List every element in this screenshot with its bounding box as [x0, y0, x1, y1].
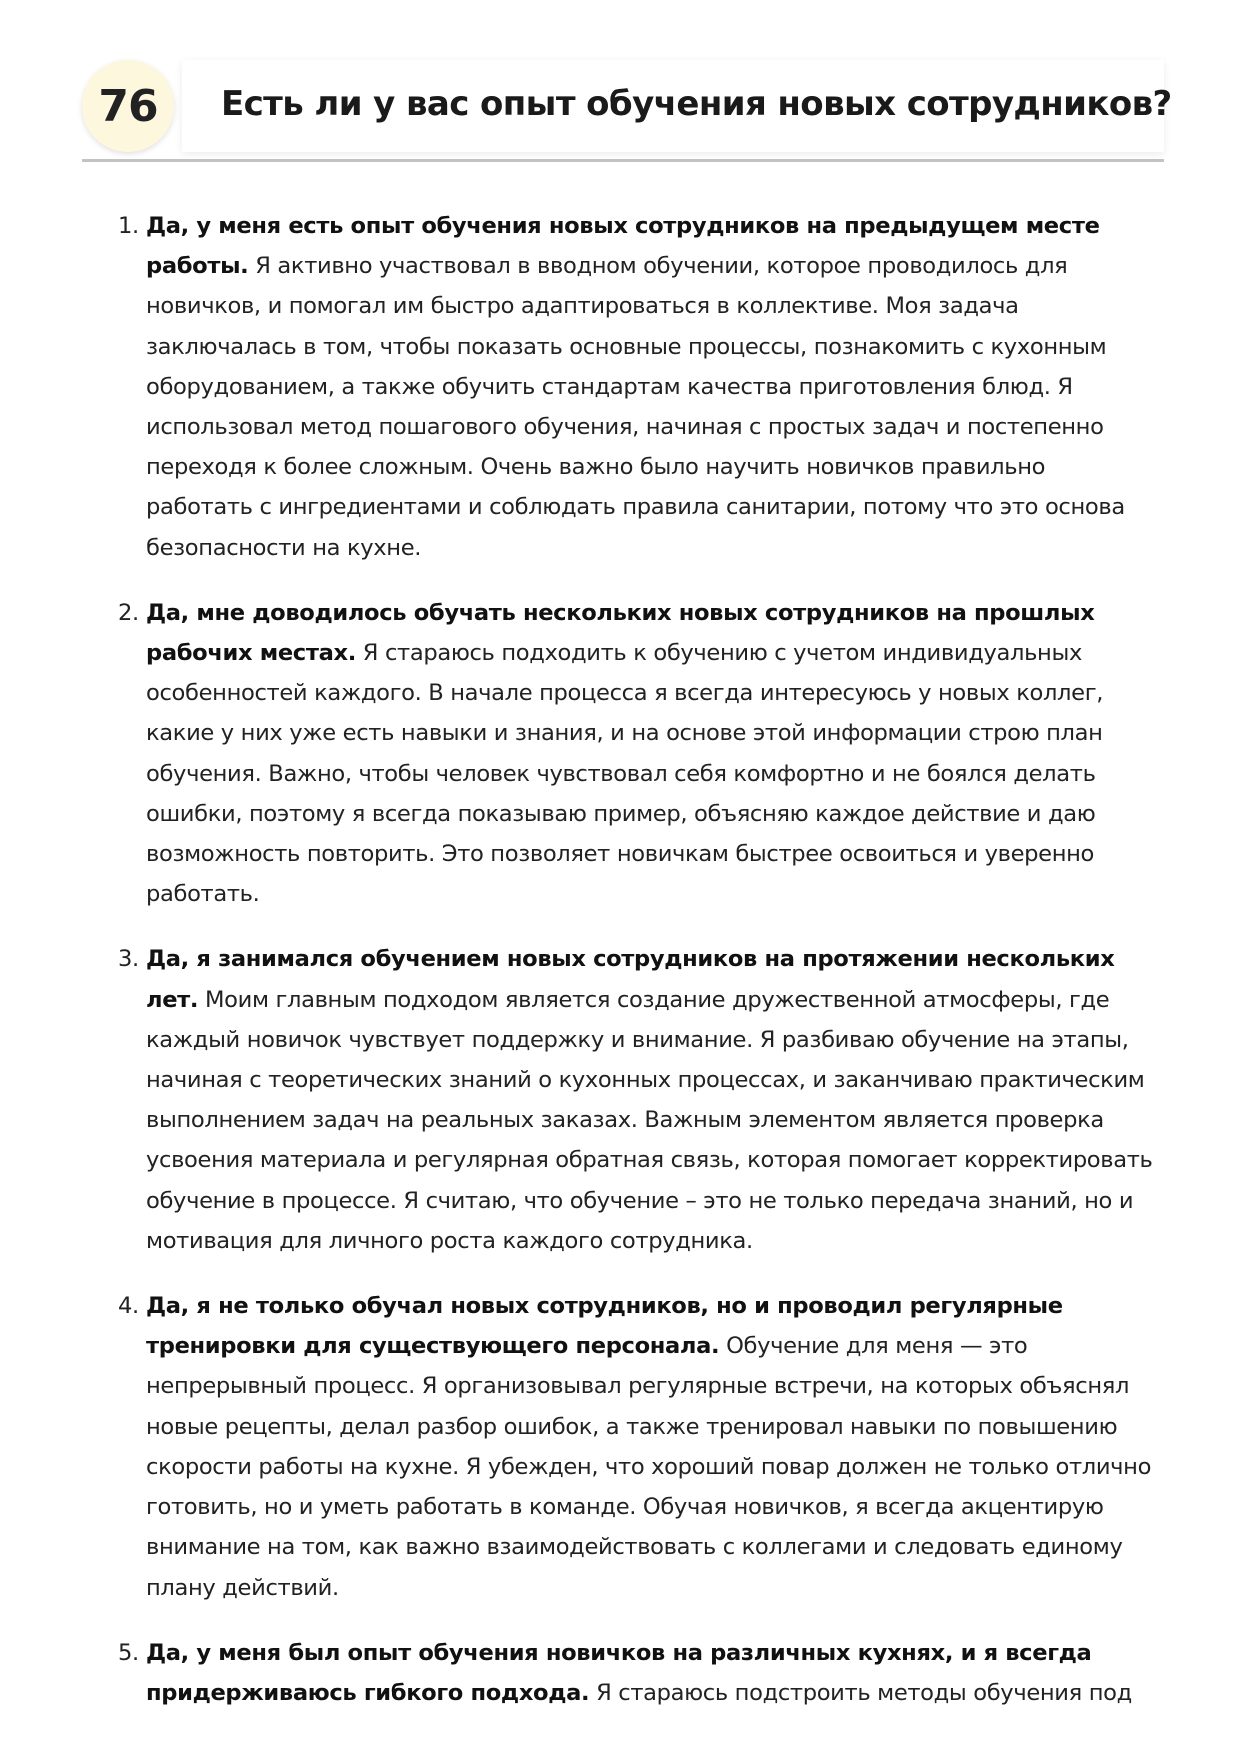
- answer-lead: Да, у меня был опыт обучения новичков на различных кухнях, и я всегда придерживаюсь гибкого подхода.: [146, 1639, 1092, 1706]
- answer-number: 4.: [118, 1293, 139, 1320]
- answer-text: Я стараюсь подстроить методы обучения под: [589, 1679, 1132, 1706]
- answer-lead: Да, у меня есть опыт обучения новых сотрудников на предыдущем месте работы.: [146, 213, 1100, 280]
- answer-text: Моим главным подходом является создание дружественной атмосферы, где каждый новичок чувствует поддержку и внимание. Я разбиваю обучение на этапы, начиная с теоретических знаний о кухонных процессах, и заканчиваю практическим выполнением задач на реальных заказах. Важным элементом является проверка усвоения материала и регулярная обратная связь, которая помогает корректировать обучение в процессе. Я считаю, что обучение – это не только передача знаний, но и мотивация для личного роста каждого сотрудника.: [146, 986, 1153, 1254]
- answer-number: 5.: [118, 1639, 139, 1666]
- answer-lead: Да, мне доводилось обучать нескольких новых сотрудников на прошлых рабочих местах.: [146, 599, 1095, 667]
- answer-item: [118, 939, 1158, 1261]
- answer-text: Обучение для меня — это непрерывный процесс. Я организовывал регулярные встречи, на которых объяснял новые рецепты, делал разбор ошибок, а также тренировал навыки по повышению скорости работы на кухне. Я убежден, что хороший повар должен не только отлично готовить, но и уметь работать в команде. Обучая новичков, я всегда акцентирую внимание на том, как важно взаимодействовать с коллегами и следовать единому плану действий.: [146, 1333, 1152, 1601]
- answer-number: 3.: [118, 946, 139, 973]
- answer-text: Я активно участвовал в вводном обучении, которое проводилось для новичков, и помогал им быстро адаптироваться в коллективе. Моя задача заключалась в том, чтобы показать основные процессы, познакомить с кухонным оборудованием, а также обучить стандартам качества приготовления блюд. Я использовал метод пошагового обучения, начиная с простых задач и постепенно переходя к более сложным. Очень важно было научить новичков правильно работать с ингредиентами и соблюдать правила санитарии, потому что это основа безопасности на кухне.: [146, 253, 1125, 561]
- question-number-badge: 76: [82, 60, 174, 152]
- answer-text: Я стараюсь подходить к обучению с учетом индивидуальных особенностей каждого. В начале процесса я всегда интересуюсь у новых коллег, какие у них уже есть навыки и знания, и на основе этой информации строю план обучения. Важно, чтобы человек чувствовал себя комфортно и не боялся делать ошибки, поэтому я всегда показываю пример, объясняю каждое действие и даю возможность повторить. Это позволяет новичкам быстрее освоиться и уверенно работать.: [146, 640, 1104, 908]
- page-header: [82, 56, 1172, 162]
- answer-item: [118, 593, 1158, 915]
- answer-item: [118, 1286, 1158, 1608]
- answer-item: [118, 206, 1158, 568]
- answer-number: 2.: [118, 599, 139, 626]
- answer-lead: Да, я не только обучал новых сотрудников, но и проводил регулярные тренировки для существующего персонала.: [146, 1293, 1063, 1360]
- answer-list: [118, 206, 1158, 1738]
- answer-lead: Да, я занимался обучением новых сотрудников на протяжении нескольких лет.: [146, 946, 1115, 1013]
- answer-item: [118, 1633, 1158, 1713]
- page-title: Есть ли у вас опыт обучения новых сотрудников?: [221, 84, 1172, 124]
- answer-number: 1.: [118, 213, 139, 239]
